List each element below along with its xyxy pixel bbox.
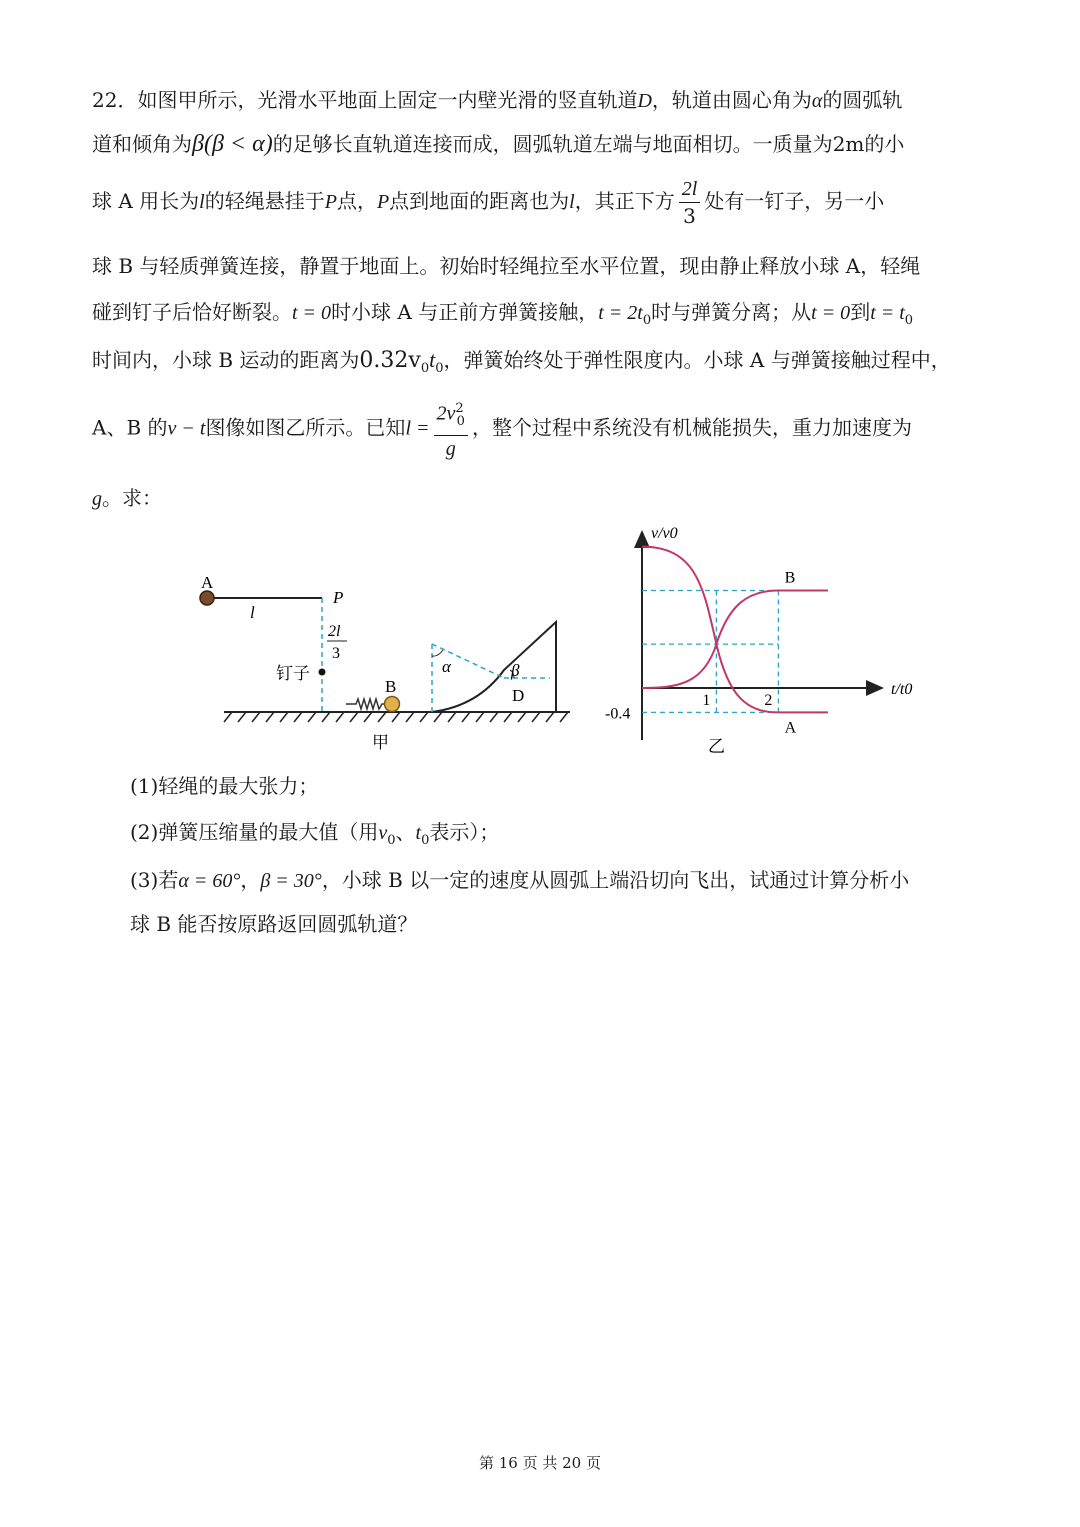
math-t: t (415, 822, 422, 844)
footer-text: 第 16 页 共 20 页 (478, 1454, 601, 1472)
text: (3)若 (130, 868, 179, 892)
question-3-line-2 (130, 908, 417, 937)
text: 如图甲所示，光滑水平地面上固定一内壁光滑的竖直轨道 (137, 88, 638, 112)
series-label-A: A (784, 719, 797, 737)
text: ， (240, 868, 261, 892)
label-l: l (250, 603, 255, 622)
text: 点到地面的距离也为 (389, 189, 570, 213)
math: 2v (436, 402, 456, 425)
frac-den: g (445, 437, 456, 460)
math-l-eq: l = (405, 417, 430, 440)
sub: 0 (642, 313, 652, 328)
math-D: D (637, 90, 652, 112)
label-P: P (333, 588, 344, 607)
text: 的轻绳悬挂于 (204, 189, 325, 213)
frac-den: 3 (683, 204, 696, 228)
label-alpha: α (442, 657, 451, 676)
frac-num: 2l (679, 176, 701, 203)
sub: 0 (435, 361, 444, 376)
text: ，弹簧始终处于弹性限度内。小球 A 与弹簧接触过程中， (443, 348, 951, 372)
text: 图像如图乙所示。已知 (205, 415, 406, 440)
text: (1)轻绳的最大张力； (130, 774, 319, 798)
math-t0: t = 0 (811, 302, 851, 324)
x-axis-label: t/t0 (891, 681, 913, 698)
math-beta: β(β < α) (192, 131, 273, 157)
label-frac-den: 3 (332, 645, 340, 662)
text: 、 (395, 820, 416, 844)
math-t: t (429, 347, 436, 372)
figure-yi-chart (0, 0, 1080, 760)
text: 时间内，小球 B 运动的距离为 (92, 348, 360, 372)
sub: 0 (904, 313, 914, 328)
math-tt0: t = t (870, 302, 905, 324)
label-A: A (201, 573, 214, 592)
math-P: P (376, 191, 390, 213)
math-alpha: α (811, 90, 823, 112)
math-l: l (199, 191, 205, 213)
series-line-B (642, 591, 828, 689)
text: 道和倾角为 (92, 132, 192, 156)
math-P: P (324, 191, 337, 213)
x-tick-label-2: 2 (764, 692, 773, 709)
text: 。求： (102, 486, 162, 510)
sub: 0 (421, 833, 430, 848)
caption-yi: 乙 (708, 737, 725, 756)
math-alpha: α = 60° (178, 870, 241, 892)
label-frac-num: 2l (328, 623, 341, 640)
text: 的足够长直轨道连接而成，圆弧轨道左端与地面相切。一质量为 (272, 132, 833, 156)
x-tick-label-1: 1 (702, 692, 711, 709)
text: 的圆弧轨 (822, 88, 903, 112)
question-1 (130, 770, 318, 799)
text: ，整个过程中系统没有机械能损失，重力加速度为 (471, 415, 912, 440)
math-val: 0.32v (359, 348, 421, 373)
text: 点， (336, 189, 377, 213)
text: ，轨道由圆心角为 (651, 88, 812, 112)
math-t2t0: t = 2t (598, 302, 643, 324)
y-axis-label: v/v0 (651, 525, 678, 542)
text: 时与弹簧分离；从 (651, 300, 812, 324)
math-beta: β = 30° (260, 870, 322, 892)
text: 球 B 与轻质弹簧连接，静置于地面上。初始时轻绳拉至水平位置，现由静止释放小球 A，轻绳 (92, 254, 921, 278)
math-g: g (92, 488, 102, 510)
label-D: D (512, 686, 525, 705)
problem-number: 22． (92, 88, 138, 112)
text: 表示）； (429, 820, 500, 844)
y-tick-label: -0.4 (605, 705, 631, 723)
sub: 0 (456, 413, 465, 429)
text: A、B 的 (92, 415, 168, 440)
text: 球 B 能否按原路返回圆弧轨道？ (130, 912, 418, 936)
label-beta: β (511, 661, 520, 680)
question-3 (130, 864, 909, 893)
label-B: B (385, 677, 397, 696)
text: 时小球 A 与正前方弹簧接触， (331, 300, 599, 324)
page-footer (0, 1452, 1080, 1473)
math-l: l (569, 191, 575, 213)
math-vt: v − t (167, 417, 206, 440)
series-label-B: B (784, 569, 796, 587)
text: 到 (850, 300, 871, 324)
text: 处有一钉子，另一小 (704, 189, 885, 213)
text: 的小 (864, 132, 905, 156)
text: 球 A 用长为 (92, 189, 200, 213)
math-t0: t = 0 (292, 302, 332, 324)
label-nail: 钉子 (276, 664, 310, 683)
math-2m: 2m (832, 132, 865, 156)
caption-jia: 甲 (372, 733, 389, 752)
sub: 0 (420, 361, 430, 376)
sub: 0 (387, 833, 396, 848)
question-2 (130, 816, 499, 848)
text: (2)弹簧压缩量的最大值（用 (130, 820, 379, 844)
text: 碰到钉子后恰好断裂。 (92, 300, 292, 324)
math-v: v (378, 822, 388, 844)
text: ，小球 B 以一定的速度从圆弧上端沿切向飞出，试通过计算分析小 (321, 868, 910, 892)
text: ，其正下方 (574, 189, 675, 213)
sup: 2 (455, 401, 464, 416)
